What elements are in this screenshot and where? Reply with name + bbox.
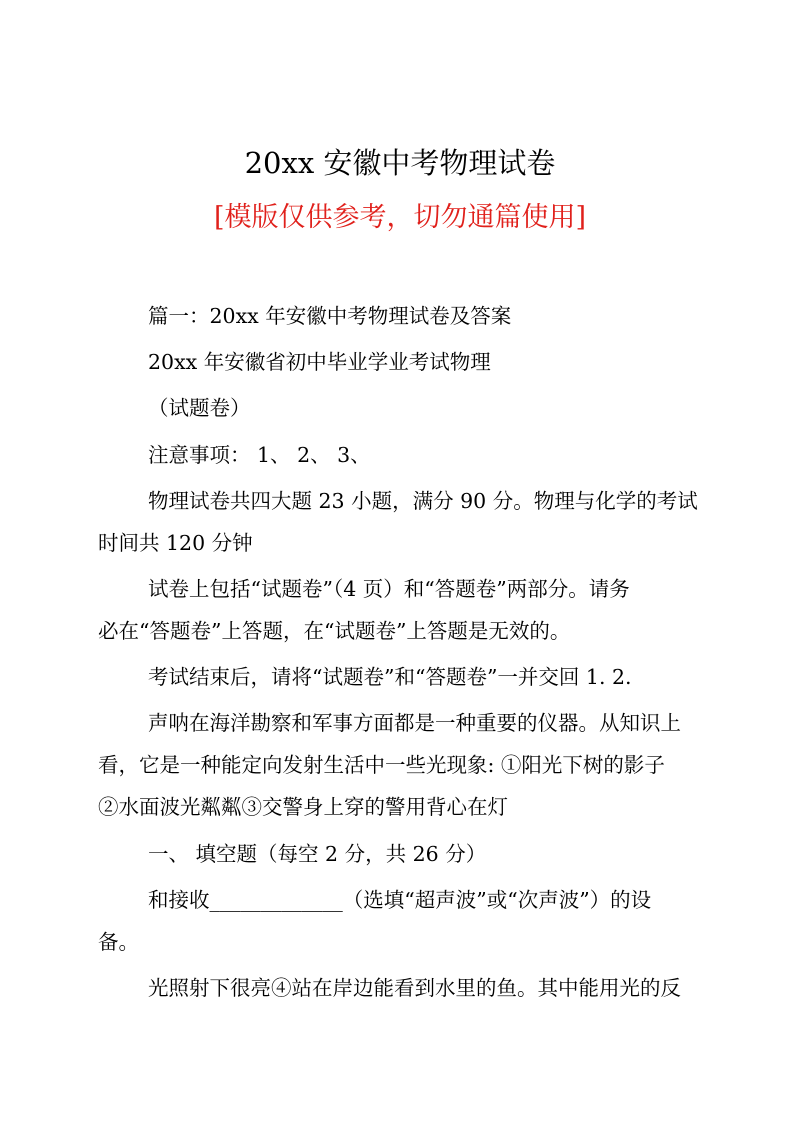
paragraph-line: 声呐在海洋勘察和军事方面都是一种重要的仪器。从知识上 [148, 711, 681, 736]
paragraph-line: 看，它是一种能定向发射生活中一些光现象: ①阳光下树的影子 [98, 753, 665, 778]
paragraph-line: （试题卷） [148, 396, 251, 421]
paragraph-line: 试卷上包括“试题卷”（4 页）和“答题卷”两部分。请务 [148, 576, 630, 601]
document-body [98, 298, 708, 1016]
paragraph-line: 光照射下很亮④站在岸边能看到水里的鱼。其中能用光的反 [148, 975, 681, 1000]
paragraph-line: 篇一：20xx 年安徽中考物理试卷及答案 [148, 304, 512, 328]
paragraph-line: ②水面波光粼粼③交警身上穿的警用背心在灯 [98, 795, 508, 820]
section-heading: 一、 填空题（每空 2 分，共 26 分） [148, 841, 487, 866]
template-disclaimer: [模版仅供参考，切勿通篇使用] [213, 202, 587, 233]
paragraph-line: 时间共 120 分钟 [98, 530, 253, 555]
paragraph-line: 考试结束后，请将“试题卷”和“答题卷”一并交回 1. 2. [148, 665, 632, 690]
paragraph-line: 20xx 年安徽省初中毕业学业考试物理 [148, 350, 491, 375]
paragraph-line: 物理试卷共四大题 23 小题，满分 90 分。物理与化学的考试 [148, 488, 698, 513]
paragraph-line: 和接收_____________（选填“超声波”或“次声波”）的设 [148, 887, 652, 912]
paragraph-line: 注意事项： 1、 2、 3、 [148, 442, 371, 467]
paragraph-line: 备。 [98, 929, 139, 954]
paragraph-line: 必在“答题卷”上答题，在“试题卷”上答题是无效的。 [98, 618, 571, 643]
document-title: 20xx 安徽中考物理试卷 [244, 146, 556, 180]
